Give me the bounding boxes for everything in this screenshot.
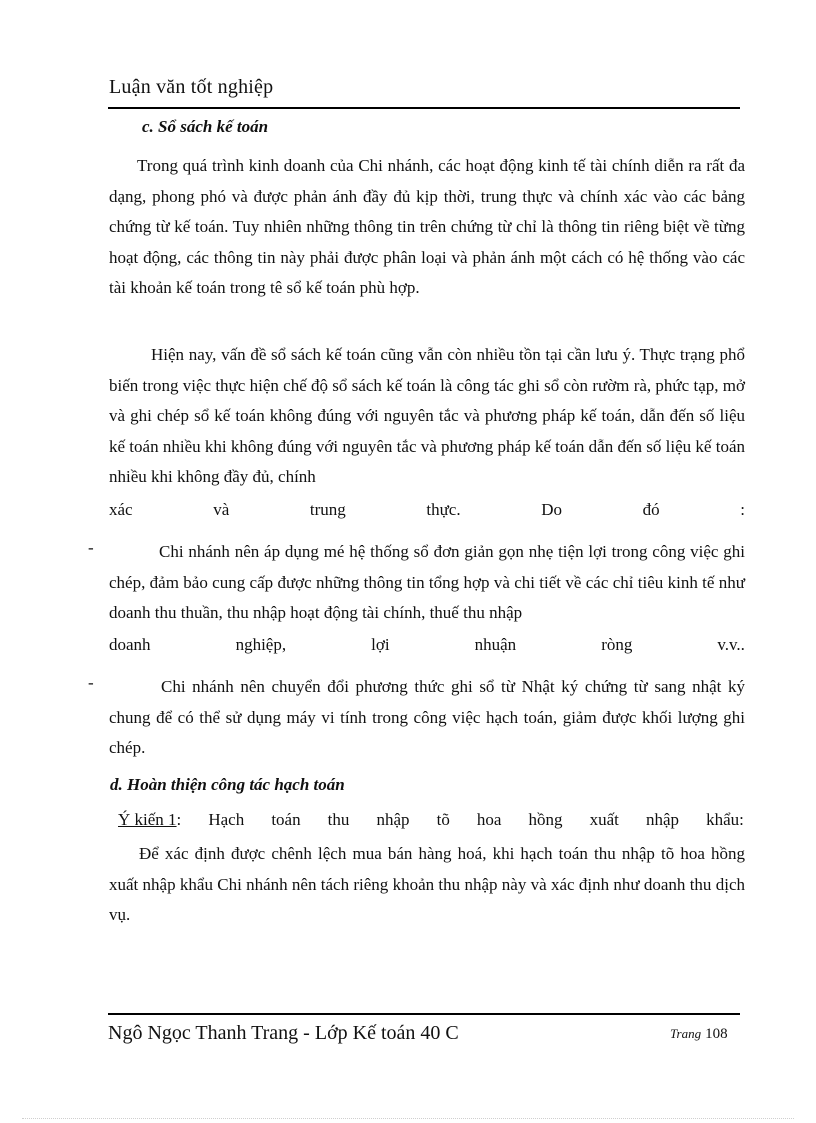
word: xuất: [589, 810, 619, 829]
bullet-2-text: Chi nhánh nên chuyển đổi phương thức ghi sổ từ Nhật ký chứng từ sang nhật ký chung để có thể sử dụng máy vi tính trong công việc hạch toán, giảm được khối lượng ghi chép.: [109, 677, 745, 757]
word: khẩu:: [706, 810, 744, 829]
word: ròng: [601, 635, 633, 654]
footer-rule: [108, 1013, 740, 1015]
word: Do: [541, 500, 562, 519]
word: và: [213, 500, 230, 519]
word: nghiệp,: [235, 635, 287, 654]
word: :: [740, 500, 745, 519]
word: toán: [271, 810, 301, 829]
section-c-paragraph-2: Hiện nay, vấn đề sổ sách kế toán cũng vẫn còn nhiều tồn tại cần lưu ý. Thực trạng phổ biến trong việc thực hiện chế độ sổ sách kế toán là công tác ghi sổ còn rườm rà, phức tạp, mở và ghi chép sổ kế toán không đúng với nguyên tắc và phương pháp kế toán, dẫn đến số liệu kế toán nhiều khi không đúng với nguyên tắc và phương pháp kế toán dẫn đến số liệu kế toán nhiều khi không đầy đủ, chính: [109, 345, 745, 486]
bullet-marker: -: [88, 538, 94, 557]
page-bottom-dotted-line: [22, 1118, 794, 1119]
section-d-heading: d. Hoàn thiện công tác hạch toán: [110, 775, 345, 794]
word: nhuận: [474, 635, 517, 654]
bullet-marker: -: [88, 673, 94, 692]
bullet-1-last-line: [109, 635, 745, 655]
word: lợi: [371, 635, 390, 654]
word: hồng: [528, 810, 563, 829]
y-kien-label-group: [118, 810, 181, 830]
section-c-paragraph-1: Trong quá trình kinh doanh của Chi nhánh, các hoạt động kinh tế tài chính diễn ra rất đa dạng, phong phó và được phản ánh đầy đủ kịp thời, trung thực và chính xác vào các bảng chứng từ kế toán. Tuy nhiên những thông tin trên chứng từ chỉ là thông tin riêng biệt về từng hoạt động, các thông tin này phải được phân loại và phản ánh một cách có hệ thống vào các tài khoản kế toán trong tê sổ kế toán phù hợp.: [109, 156, 745, 297]
word: thực.: [426, 500, 461, 519]
word: trung: [309, 500, 346, 519]
word: xác: [109, 500, 133, 519]
header-title: Luận văn tốt nghiệp: [109, 76, 274, 98]
page-number: 108: [705, 1026, 728, 1042]
section-d-paragraph: Để xác định được chênh lệch mua bán hàng hoá, khi hạch toán thu nhập tõ hoa hồng xuất nhập khẩu Chi nhánh nên tách riêng khoản thu nhập này và xác định như doanh thu dịch vụ.: [109, 844, 745, 924]
word: nhập: [376, 810, 410, 829]
word: nhập: [645, 810, 680, 829]
footer-page-number: [670, 1026, 728, 1043]
section-c-heading: c. Sổ sách kế toán: [142, 117, 269, 136]
word: hoa: [476, 810, 502, 829]
y-kien-line: [118, 810, 744, 830]
word: tõ: [436, 810, 450, 829]
word: đó: [642, 500, 660, 519]
y-kien-colon: :: [176, 810, 182, 829]
word: Hạch: [208, 810, 245, 829]
header-rule: [108, 107, 740, 109]
bullet-1-text: Chi nhánh nên áp dụng mé hệ thống sổ đơn giản gọn nhẹ tiện lợi trong công việc ghi chép, đảm bảo cung cấp được những thông tin tổng hợp và chi tiết về các chỉ tiêu kinh tế như doanh thu thuần, thu nhập hoạt động tài chính, thuế thu nhập: [109, 542, 745, 622]
footer-author: Ngô Ngọc Thanh Trang - Lớp Kế toán 40 C: [108, 1022, 459, 1044]
word: v.v..: [717, 635, 745, 654]
section-c-paragraph-2-last-line: [109, 500, 745, 520]
y-kien-label: Ý kiến 1: [118, 810, 177, 829]
word: thu: [327, 810, 350, 829]
page-word: Trang: [670, 1026, 702, 1041]
word: doanh: [109, 635, 151, 654]
